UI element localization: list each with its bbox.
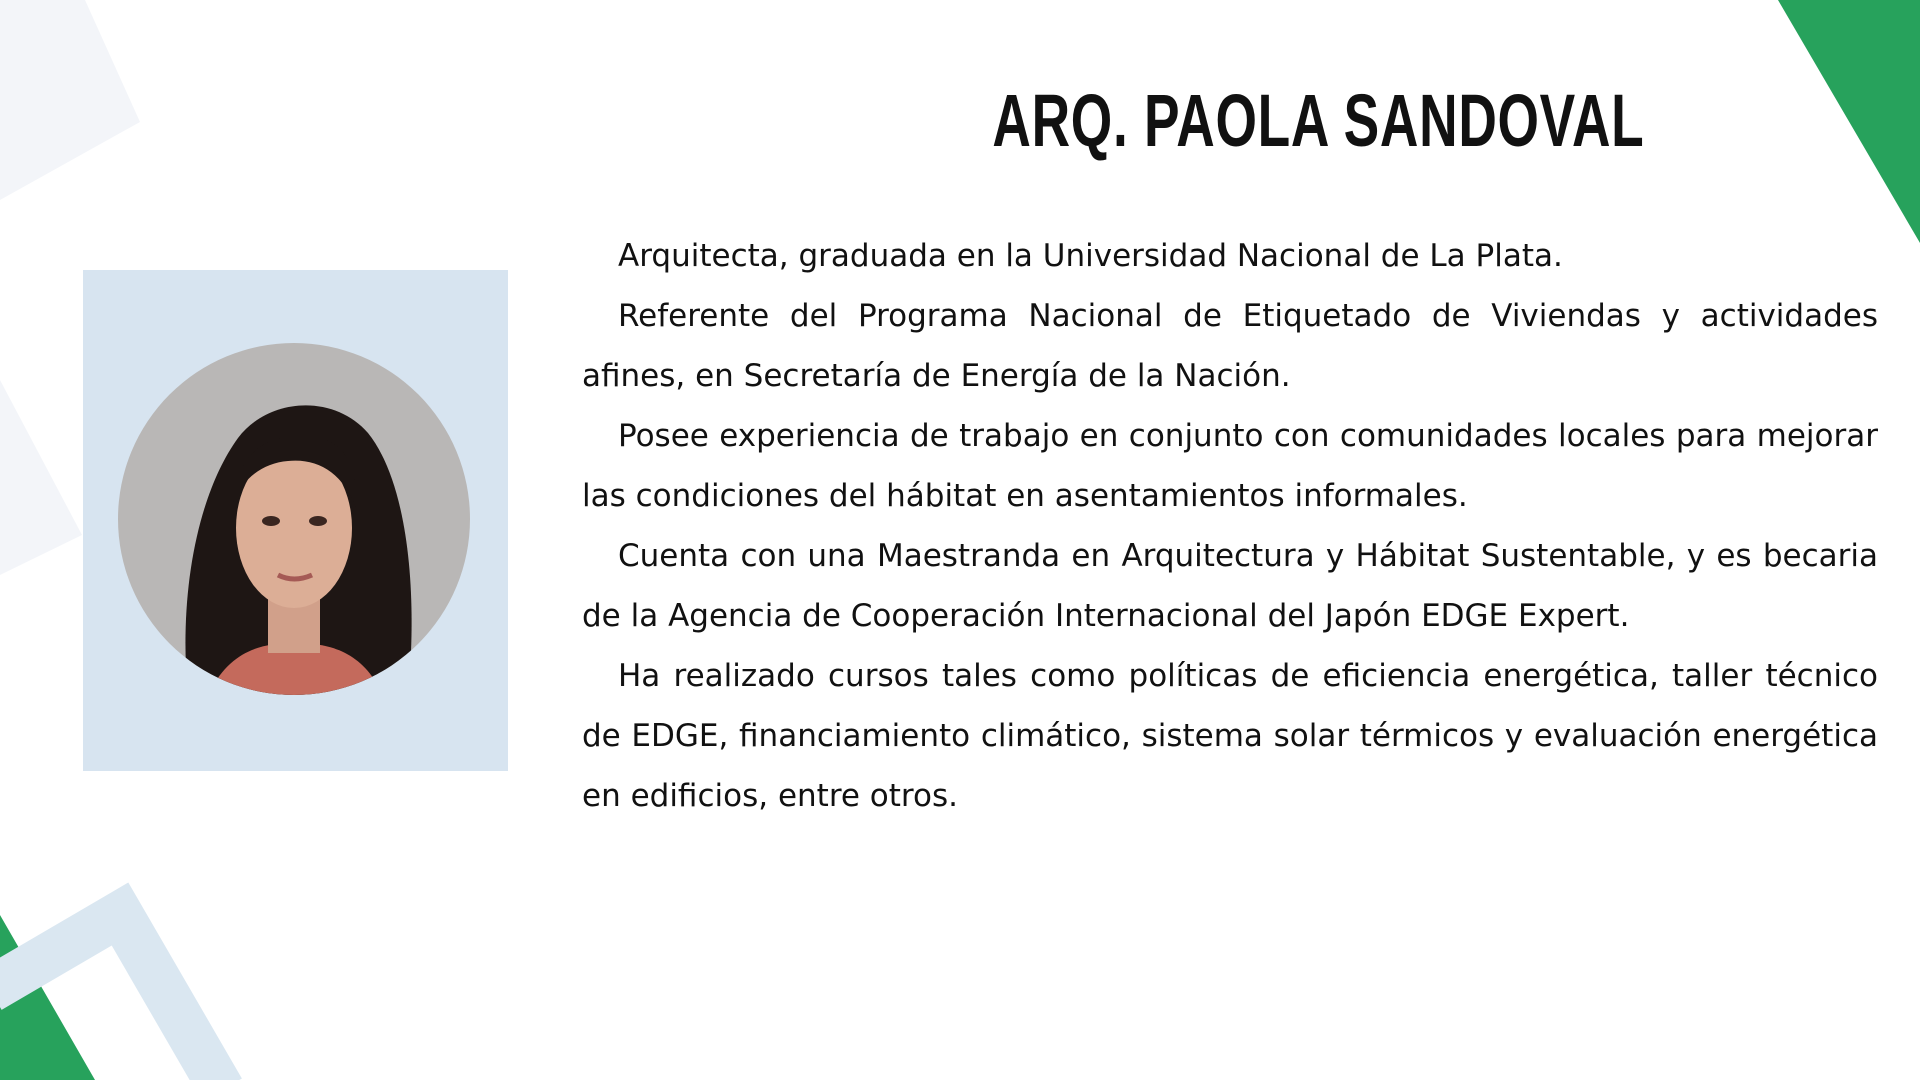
profile-photo <box>118 343 470 695</box>
green-triangle-top-right <box>1778 0 1920 243</box>
bio-paragraph: Referente del Programa Nacional de Etiquetado de Viviendas y actividades afines, en Secretaría de Energía de la Nación. <box>582 298 1878 394</box>
bio-paragraph: Ha realizado cursos tales como políticas de eficiencia energética, taller técnico de EDGE, financiamiento climático, sistema solar térmicos y evaluación energética en edificios, entre otros. <box>582 658 1878 814</box>
bio-paragraph: Arquitecta, graduada en la Universidad Nacional de La Plata. <box>618 238 1563 274</box>
bio-text <box>582 226 1878 826</box>
bio-paragraph: Posee experiencia de trabajo en conjunto con comunidades locales para mejorar las condiciones del hábitat en asentamientos informales. <box>582 418 1878 514</box>
bio-paragraph: Cuenta con una Maestranda en Arquitectura y Hábitat Sustentable, y es becaria de la Agencia de Cooperación Internacional del Japón EDGE Expert. <box>582 538 1878 634</box>
page-title: ARQ. PAOLA SANDOVAL <box>992 79 1645 162</box>
faint-shape-top-left <box>0 0 140 200</box>
faint-shape-left <box>0 380 82 575</box>
